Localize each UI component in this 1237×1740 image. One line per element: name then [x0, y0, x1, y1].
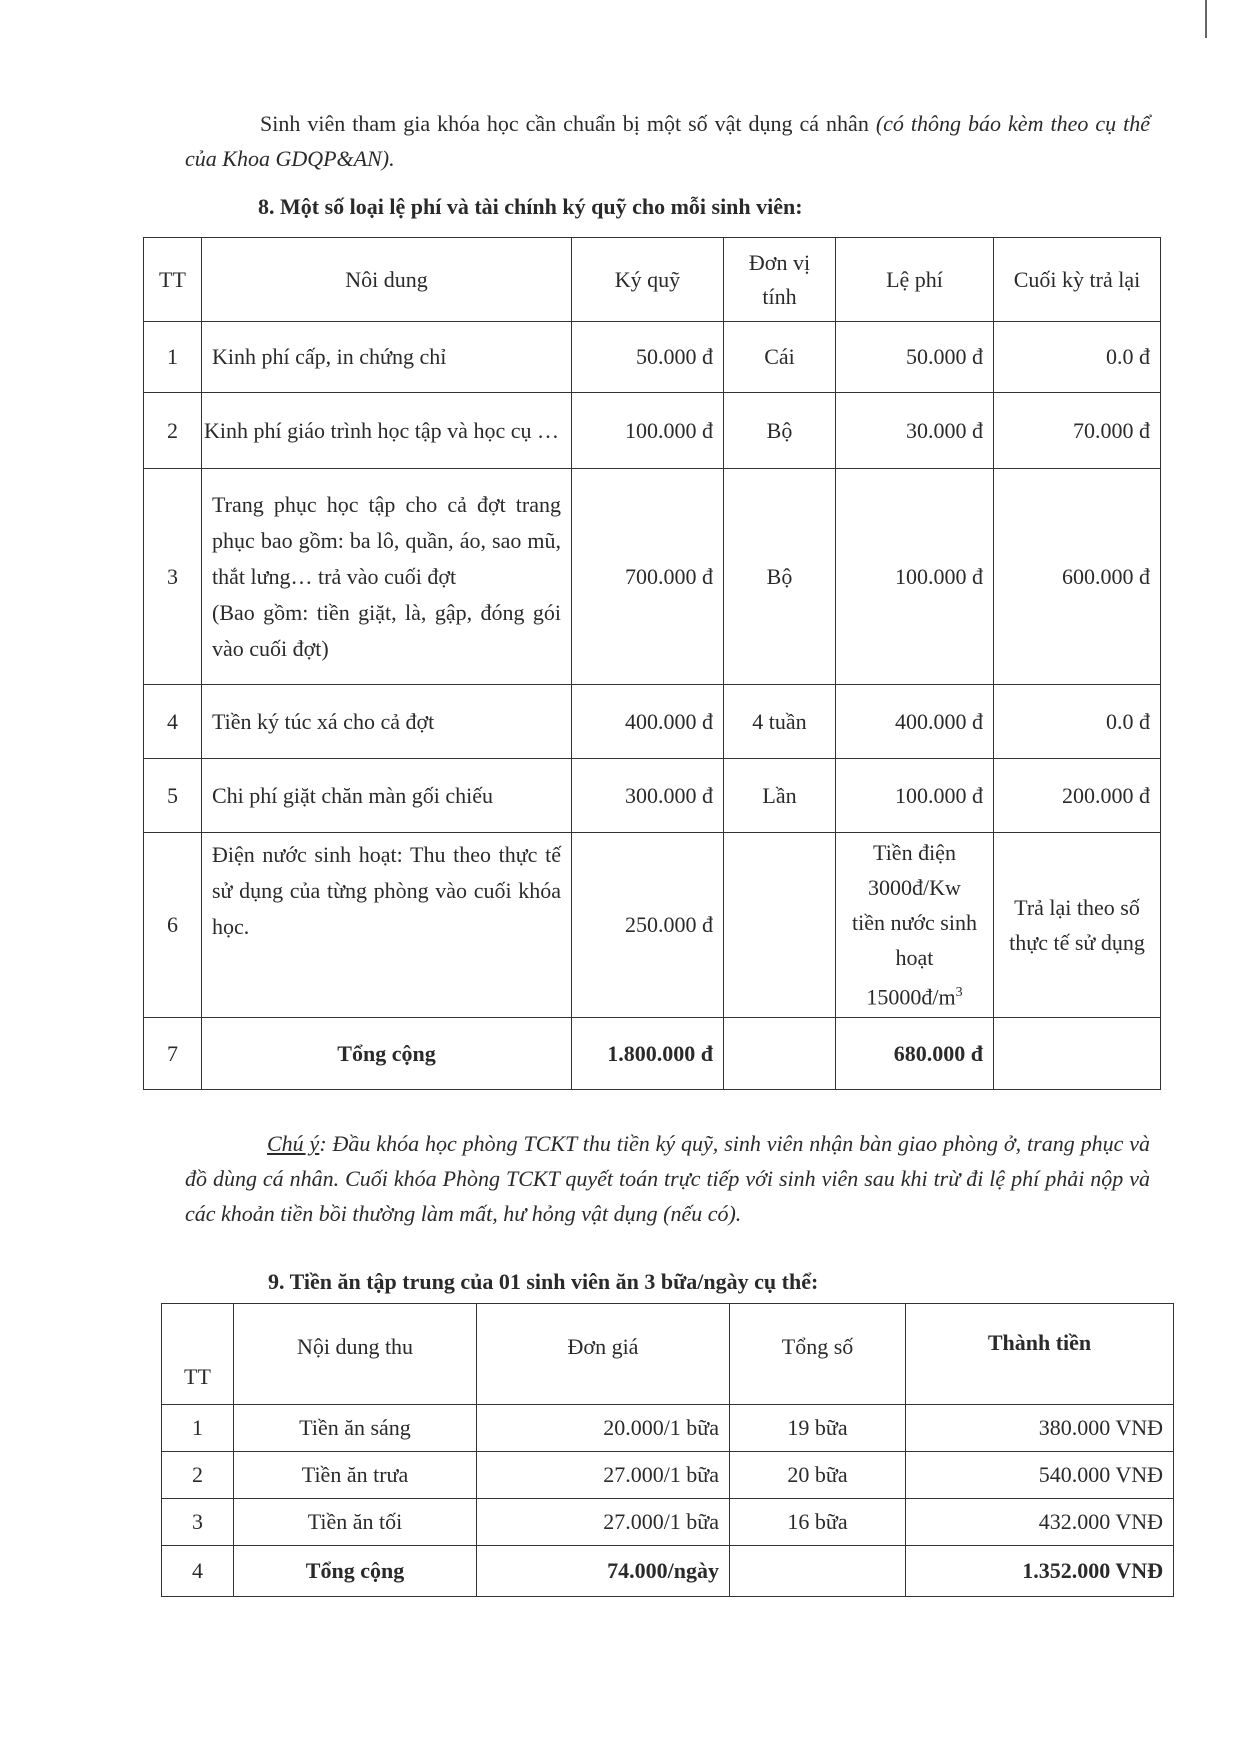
row-content-main: Trang phục học tập cho cả đợt trang phục bao gồm: ba lô, quần, áo, sao mũ, thắt lưng… trả vào cuối đợt: [212, 491, 561, 589]
table-row: [162, 1452, 1174, 1499]
table-row: [144, 1018, 1161, 1090]
row-total: 380.000 VNĐ: [906, 1405, 1174, 1452]
row-price: 27.000/1 bữa: [477, 1452, 730, 1499]
row-content: Điện nước sinh hoạt: Thu theo thực tế sử dụng của từng phòng vào cuối khóa học.: [202, 833, 572, 1018]
row-content: Tổng cộng: [202, 1018, 572, 1090]
row-tt: 1: [162, 1405, 234, 1452]
row-tt: 7: [144, 1018, 202, 1090]
row-tt: 6: [144, 833, 202, 1018]
header-fee: Lệ phí: [836, 238, 994, 322]
row-tt: 3: [144, 469, 202, 685]
row-unit: Bộ: [724, 393, 836, 469]
row-fee: 30.000 đ: [836, 393, 994, 469]
row-deposit: 700.000 đ: [572, 469, 724, 685]
row-unit: 4 tuần: [724, 685, 836, 759]
row-fee-sup: 3: [955, 985, 963, 1001]
row-unit: Cái: [724, 322, 836, 393]
row-total: 432.000 VNĐ: [906, 1499, 1174, 1546]
row-price: 20.000/1 bữa: [477, 1405, 730, 1452]
row-count: 19 bữa: [730, 1405, 906, 1452]
row-fee: [836, 833, 994, 1018]
row-tt: 5: [144, 759, 202, 833]
row-fee: 50.000 đ: [836, 322, 994, 393]
meals-table: [161, 1303, 1174, 1597]
row-tt: 3: [162, 1499, 234, 1546]
row-total: 1.352.000 VNĐ: [906, 1546, 1174, 1597]
header-price: Đơn giá: [477, 1304, 730, 1405]
row-unit: Bộ: [724, 469, 836, 685]
table-row: [144, 469, 1161, 685]
header-content: Nội dung thu: [234, 1304, 477, 1405]
section9-heading: 9. Tiền ăn tập trung của 01 sinh viên ăn 3 bữa/ngày cụ thể:: [268, 1269, 819, 1294]
intro-italic: (có thông báo kèm theo cụ thể của Khoa GDQP&AN).: [185, 111, 1150, 171]
row-content: Tổng cộng: [234, 1546, 477, 1597]
note-label: Chú ý: [267, 1131, 320, 1156]
row-tt: 4: [144, 685, 202, 759]
row-fee: 100.000 đ: [836, 469, 994, 685]
row-content: Tiền ăn trưa: [234, 1452, 477, 1499]
row-deposit: 50.000 đ: [572, 322, 724, 393]
row-price: 74.000/ngày: [477, 1546, 730, 1597]
row-content: Tiền ký túc xá cho cả đợt: [202, 685, 572, 759]
row-content: Chi phí giặt chăn màn gối chiếu: [202, 759, 572, 833]
table-row: [162, 1499, 1174, 1546]
row-refund: 200.000 đ: [994, 759, 1161, 833]
row-count: [730, 1546, 906, 1597]
row-deposit: 300.000 đ: [572, 759, 724, 833]
section8-heading: 8. Một số loại lệ phí và tài chính ký quỹ cho mỗi sinh viên:: [258, 194, 803, 219]
row-deposit: 100.000 đ: [572, 393, 724, 469]
header-count: Tổng số: [730, 1304, 906, 1405]
row-content-note: (Bao gồm: tiền giặt, là, gập, đóng gói vào cuối đợt): [212, 599, 561, 661]
row-content: Tiền ăn tối: [234, 1499, 477, 1546]
table-row: [144, 322, 1161, 393]
row-refund: Trả lại theo số thực tế sử dụng: [994, 833, 1161, 1018]
row-unit: Lần: [724, 759, 836, 833]
row-fee-text: Tiền điện 3000đ/Kw tiền nước sinh hoạt 15000đ/m: [852, 840, 977, 1010]
row-refund: 600.000 đ: [994, 469, 1161, 685]
row-total: 540.000 VNĐ: [906, 1452, 1174, 1499]
row-fee: 400.000 đ: [836, 685, 994, 759]
row-count: 16 bữa: [730, 1499, 906, 1546]
header-refund: Cuối kỳ trả lại: [994, 238, 1161, 322]
table-header-row: [144, 238, 1161, 322]
table-row: [162, 1405, 1174, 1452]
scan-edge-mark: [1205, 0, 1207, 38]
row-price: 27.000/1 bữa: [477, 1499, 730, 1546]
header-tt: TT: [162, 1304, 234, 1405]
row-refund: [994, 1018, 1161, 1090]
header-content: Nôi dung: [202, 238, 572, 322]
row-refund: 0.0 đ: [994, 322, 1161, 393]
row-count: 20 bữa: [730, 1452, 906, 1499]
row-fee: 680.000 đ: [836, 1018, 994, 1090]
row-refund: 0.0 đ: [994, 685, 1161, 759]
row-tt: 2: [144, 393, 202, 469]
table-row: [162, 1546, 1174, 1597]
table-row: [144, 759, 1161, 833]
header-tt: TT: [144, 238, 202, 322]
row-fee: 100.000 đ: [836, 759, 994, 833]
row-content: [202, 469, 572, 685]
row-tt: 1: [144, 322, 202, 393]
table-row: [144, 393, 1161, 469]
row-deposit: 250.000 đ: [572, 833, 724, 1018]
fees-table: [143, 237, 1161, 1090]
note-paragraph: [185, 1126, 1150, 1231]
row-unit: [724, 833, 836, 1018]
note-text: : Đầu khóa học phòng TCKT thu tiền ký quỹ, sinh viên nhận bàn giao phòng ở, trang phục và đồ dùng cá nhân. Cuối khóa Phòng TCKT quyết toán trực tiếp với sinh viên sau khi trừ đi lệ phí phải nộp và các khoản tiền bồi thường làm mất, hư hỏng vật dụng (nếu có).: [185, 1131, 1150, 1226]
intro-text: Sinh viên tham gia khóa học cần chuẩn bị một số vật dụng cá nhân: [260, 111, 876, 136]
row-deposit: 400.000 đ: [572, 685, 724, 759]
header-total: Thành tiền: [906, 1304, 1174, 1405]
header-unit: Đơn vị tính: [724, 238, 836, 322]
table-header-row: [162, 1304, 1174, 1405]
row-deposit: 1.800.000 đ: [572, 1018, 724, 1090]
row-content: Tiền ăn sáng: [234, 1405, 477, 1452]
row-content: Kinh phí cấp, in chứng chỉ: [202, 322, 572, 393]
header-deposit: Ký quỹ: [572, 238, 724, 322]
row-refund: 70.000 đ: [994, 393, 1161, 469]
table-row: [144, 833, 1161, 1018]
intro-paragraph: [185, 106, 1150, 176]
row-unit: [724, 1018, 836, 1090]
row-tt: 4: [162, 1546, 234, 1597]
table-row: [144, 685, 1161, 759]
row-content: Kinh phí giáo trình học tập và học cụ …: [202, 393, 572, 469]
row-tt: 2: [162, 1452, 234, 1499]
